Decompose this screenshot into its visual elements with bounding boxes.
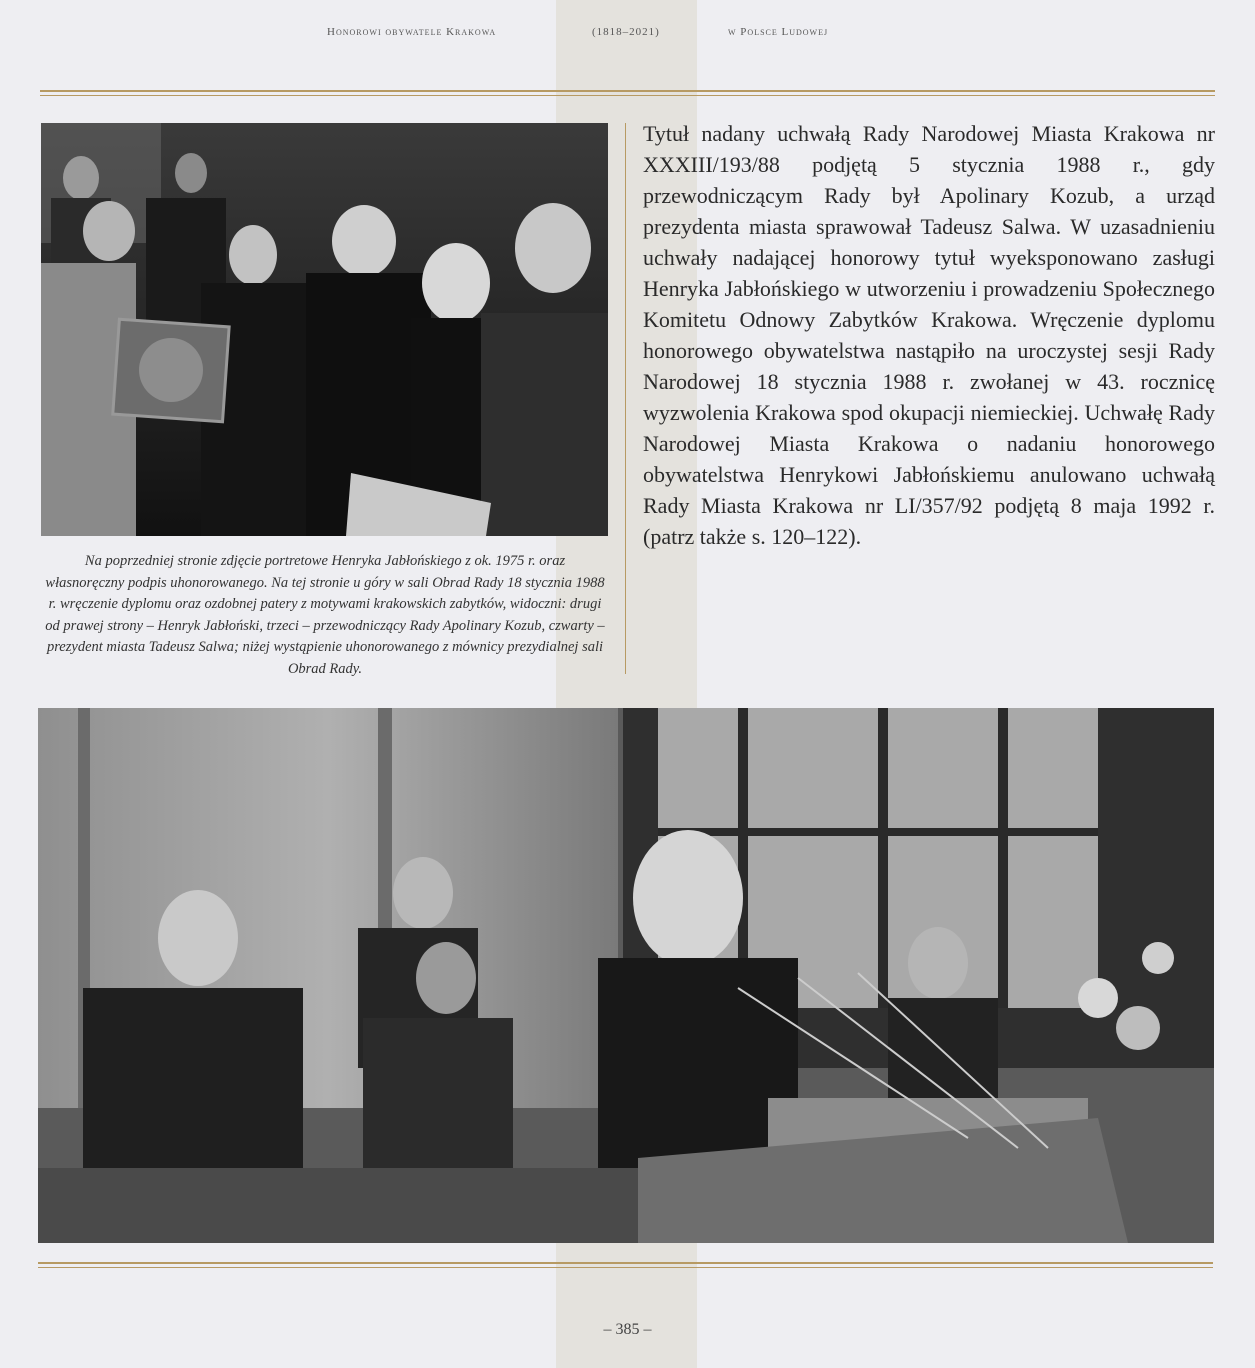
ceremony-photo [41, 123, 608, 536]
bottom-rule [38, 1262, 1213, 1268]
photo-caption: Na poprzedniej stronie zdjęcie portretowe Henryka Jabłońskiego z ok. 1975 r. oraz własnoręczny podpis uhonorowanego. Na tej stronie u góry w sali Obrad Rady 18 stycznia 1988 r. wręczenie dyplomu oraz ozdobnej patery z motywami krakowskich zabytków, widoczni: drugi od prawej strony – Henryk Jabłoński, trzeci – przewodniczący Rady Apolinary Kozub, czwarty – prezydent miasta Tadeusz Salwa; niżej wystąpienie uhonorowanego z mównicy prezydialnej sali Obrad Rady. [45, 553, 605, 677]
header-section-title: w Polsce Ludowej [728, 26, 829, 38]
running-header [0, 26, 1255, 46]
speech-photo [38, 708, 1214, 1243]
page-number: – 385 – [603, 1321, 652, 1338]
top-rule [40, 90, 1215, 96]
body-paragraph: Tytuł nadany uchwałą Rady Narodowej Miasta Krakowa nr XXXIII/193/88 podjętą 5 stycznia 1988 r., gdy przewodniczącym Rady był Apolinary Kozub, a urząd prezydenta miasta sprawował Tadeusz Salwa. W uzasadnieniu uchwały nadającej honorowy tytuł wyeksponowano zasługi Henryka Jabłońskiego w utworzeniu i prowadzeniu Społecznego Komitetu Odnowy Zabytków Krakowa. Wręczenie dyplomu honorowego obywatelstwa nastąpiło na uroczystej sesji Rady Narodowej 18 stycznia 1988 r. zwołanej w 43. rocznicę wyzwolenia Krakowa spod okupacji niemieckiej. Uchwałę Rady Narodowej Miasta Krakowa o nadaniu honorowego obywatelstwa Henrykowi Jabłońskiemu anulowano uchwałą Rady Miasta Krakowa nr LI/357/92 podjętą 8 maja 1992 r. (patrz także s. 120–122). [643, 121, 1215, 549]
header-book-title: Honorowi obywatele Krakowa [327, 26, 497, 38]
column-divider [625, 123, 626, 674]
header-years: (1818–2021) [592, 26, 660, 38]
